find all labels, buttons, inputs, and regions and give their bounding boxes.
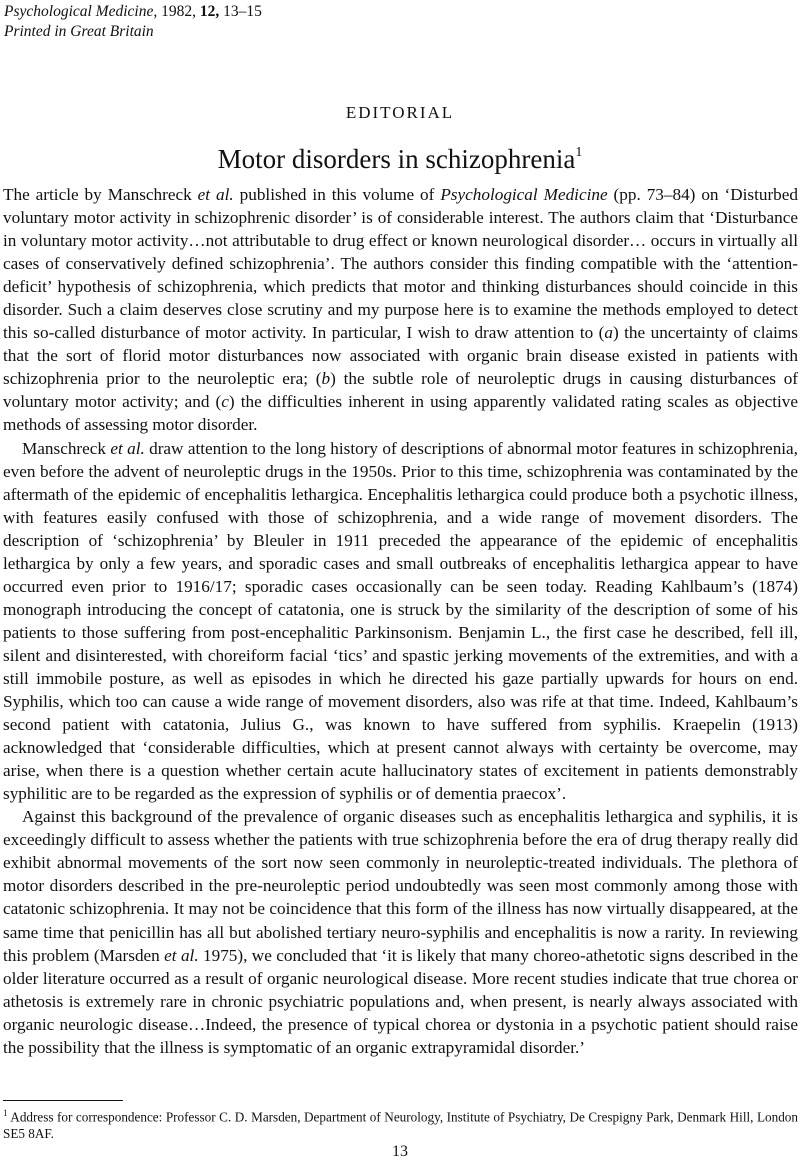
- footnote: [3, 1105, 798, 1142]
- running-head: [4, 2, 262, 22]
- paragraph: [3, 183, 798, 437]
- journal-year: 1982,: [161, 3, 196, 20]
- paragraph: [3, 437, 798, 806]
- title-footnote-mark: 1: [575, 145, 583, 160]
- article-title: [0, 137, 800, 175]
- text-run: Manschreck: [22, 438, 111, 458]
- printed-line: Printed in Great Britain: [4, 23, 154, 40]
- footnote-text: Address for correspondence: Professor C. D. Marsden, Department of Neurology, Institute of Psychiatry, De Crespigny Park, Denmark Hill, London SE5 8AF.: [3, 1109, 798, 1142]
- italic-run: c: [221, 392, 229, 412]
- text-run: The article by Manschreck: [3, 185, 198, 204]
- italic-run: b: [321, 369, 331, 389]
- journal-volume: 12,: [199, 3, 220, 20]
- journal-name: Psychological Medicine,: [4, 3, 158, 20]
- italic-run: a: [604, 323, 613, 343]
- article-title-text: Motor disorders in schizophrenia: [217, 144, 576, 174]
- text-run: 1975), we concluded that ‘it is likely that many choreo-athetotic signs described in the older literature occurred as a result of organic neurological disease. More recent studies indicate that true chorea or athetosis is extremely rare in chronic psychiatric populations and, when present, is nearly always associated with organic neurologic disease…Indeed, the presence of typical chorea or dystonia in a psychotic patient should raise the possibility that the illness is symptomatic of an organic extrapyramidal disorder.’: [3, 945, 798, 1057]
- footnote-divider: [3, 1100, 123, 1101]
- text-run: draw attention to the long history of descriptions of abnormal motor features in schizophrenia, even before the advent of neuroleptic drugs in the 1950s. Prior to this time, schizophrenia was contaminated by the aftermath of the epidemic of encephalitis lethargica. Encephalitis lethargica could produce both a psychotic illness, with features easily confused with those of schizophrenia, and a wide range of movement disorders. The description of ‘schizophrenia’ by Bleuler in 1911 preceded the appearance of the epidemic of encephalitis lethargica by only a few years, and sporadic cases and small outbreaks of encephalitis lethargica appear to have occurred even prior to 1916/17; sporadic cases occasionally can be seen today. Reading Kahlbaum’s (1874) monograph introducing the concept of catatonia, one is struck by the similarity of the description of some of his patients to those suffering from post-encephalitic Parkinsonism. Benjamin L., the first case he described, fell ill, silent and disinterested, with choreiform facial ‘tics’ and spastic jerking movements of the extremities, and with a still immobile posture, as well as episodes in which he directed his gaze partially upwards for hours on end. Syphilis, which too can cause a wide range of movement disorders, also was rife at that time. Indeed, Kahlbaum’s second patient with catatonia, Julius G., was known to have suffered from syphilis. Kraepelin (1913) acknowledged that ‘considerable difficulties, which at present cannot always with certainty be overcome, may arise, when there is a question whether certain acute hallucinatory states of excitement in patients demonstrably syphilitic are to be regarded as the expression of syphilis or of dementia praecox’.: [3, 438, 798, 804]
- text-run: ) the subtle role of neuroleptic drugs in causing disturbances of voluntary motor activity; and (: [3, 369, 799, 412]
- paragraph: [3, 805, 798, 1059]
- article-body: [3, 183, 798, 1059]
- text-run: (pp. 73–84) on ‘Disturbed voluntary motor activity in schizophrenic disorder’ is of considerable interest. The authors claim that ‘Disturbance in voluntary motor activity…not attributable to drug effect or known neurological disorder… occurs in virtually all cases of conservatively defined schizophrenia’. The authors consider this finding compatible with the ‘attention-deficit’ hypothesis of schizophrenia, which predicts that motor and thinking disturbances should coincide in this disorder. Such a claim deserves close scrutiny and my purpose here is to examine the methods employed to detect this so-called disturbance of motor activity. In particular, I wish to draw attention to (: [3, 185, 798, 343]
- text-run: Against this background of the prevalence of organic diseases such as encephalitis lethargica and syphilis, it is exceedingly difficult to assess whether the patients with true schizophrenia before the era of drug therapy really did exhibit abnormal movements of the sort now seen commonly in neuroleptic-treated individuals. The plethora of motor disorders described in the pre-neuroleptic period undoubtedly was seen most commonly among those with catatonic schizophrenia. It may not be coincidence that this form of the illness has now virtually disappeared, at the same time that penicillin has all but abolished tertiary neuro-syphilis and encephalitis is now a rarity. In reviewing this problem (Marsden: [3, 807, 798, 965]
- page-number: 13: [392, 1143, 408, 1160]
- italic-run: et al.: [197, 185, 234, 204]
- text-run: published in this volume of: [233, 185, 441, 204]
- text-run: ) the uncertainty of claims that the sort of florid motor disturbances now associated with organic brain disease existed in patients with schizophrenia prior to the neuroleptic era; (: [3, 323, 798, 389]
- italic-run: et al.: [164, 945, 199, 965]
- text-run: ) the difficulties inherent in using apparently validated rating scales as objective methods of assessing motor disorder.: [3, 392, 799, 435]
- italic-run: et al.: [110, 438, 145, 458]
- section-label: EDITORIAL: [345, 103, 455, 122]
- footnote-mark: 1: [3, 1108, 8, 1118]
- journal-pages: 13–15: [223, 3, 262, 20]
- italic-run: Psychological Medicine: [440, 185, 608, 204]
